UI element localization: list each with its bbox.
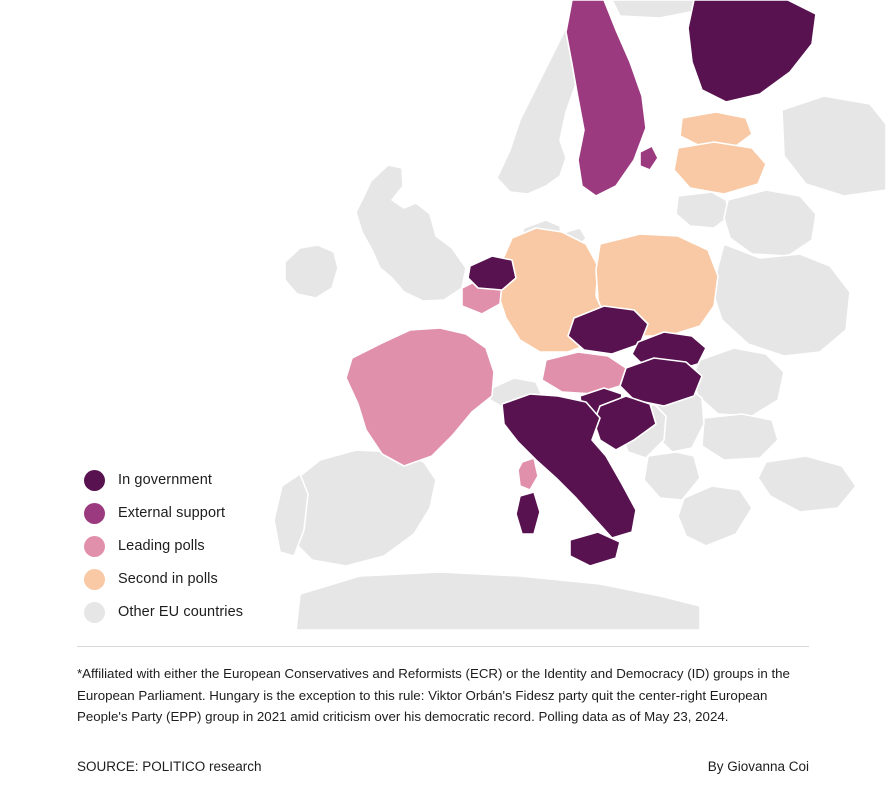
byline-text: By Giovanna Coi bbox=[707, 759, 809, 774]
legend-label-leading-polls: Leading polls bbox=[118, 538, 205, 554]
country-estonia bbox=[680, 112, 752, 146]
legend-item-other-eu-countries bbox=[84, 602, 243, 622]
legend-item-second-in-polls bbox=[84, 569, 243, 589]
legend-swatch-leading-polls bbox=[84, 536, 105, 557]
legend-label-in-government: In government bbox=[118, 472, 212, 488]
legend-swatch-external-support bbox=[84, 503, 105, 524]
footer-divider bbox=[77, 646, 809, 647]
footnote-text: *Affiliated with either the European Conservatives and Reformists (ECR) or the Identity and Democracy (ID) groups in the European Parliament. Hungary is the exception to this rule: Viktor Orbán's Fidesz party quit the center-right European People's Party (EPP) group in 2021 amid criticism over his democratic record. Polling data as of May 23, 2024. bbox=[77, 666, 790, 724]
legend-swatch-other-eu-countries bbox=[84, 602, 105, 623]
legend-label-external-support: External support bbox=[118, 505, 226, 521]
legend-label-other-eu-countries: Other EU countries bbox=[118, 604, 244, 620]
map-legend bbox=[84, 470, 243, 622]
legend-item-in-government bbox=[84, 470, 243, 490]
source-row bbox=[77, 759, 809, 774]
source-text: SOURCE: POLITICO research bbox=[77, 759, 262, 774]
country-latvia bbox=[674, 142, 766, 194]
legend-item-external-support bbox=[84, 503, 243, 523]
legend-item-leading-polls bbox=[84, 536, 243, 556]
legend-label-second-in-polls: Second in polls bbox=[118, 571, 218, 587]
legend-swatch-second-in-polls bbox=[84, 569, 105, 590]
chart-footer bbox=[0, 630, 886, 792]
country-sardinia bbox=[516, 492, 540, 534]
legend-swatch-in-government bbox=[84, 470, 105, 491]
